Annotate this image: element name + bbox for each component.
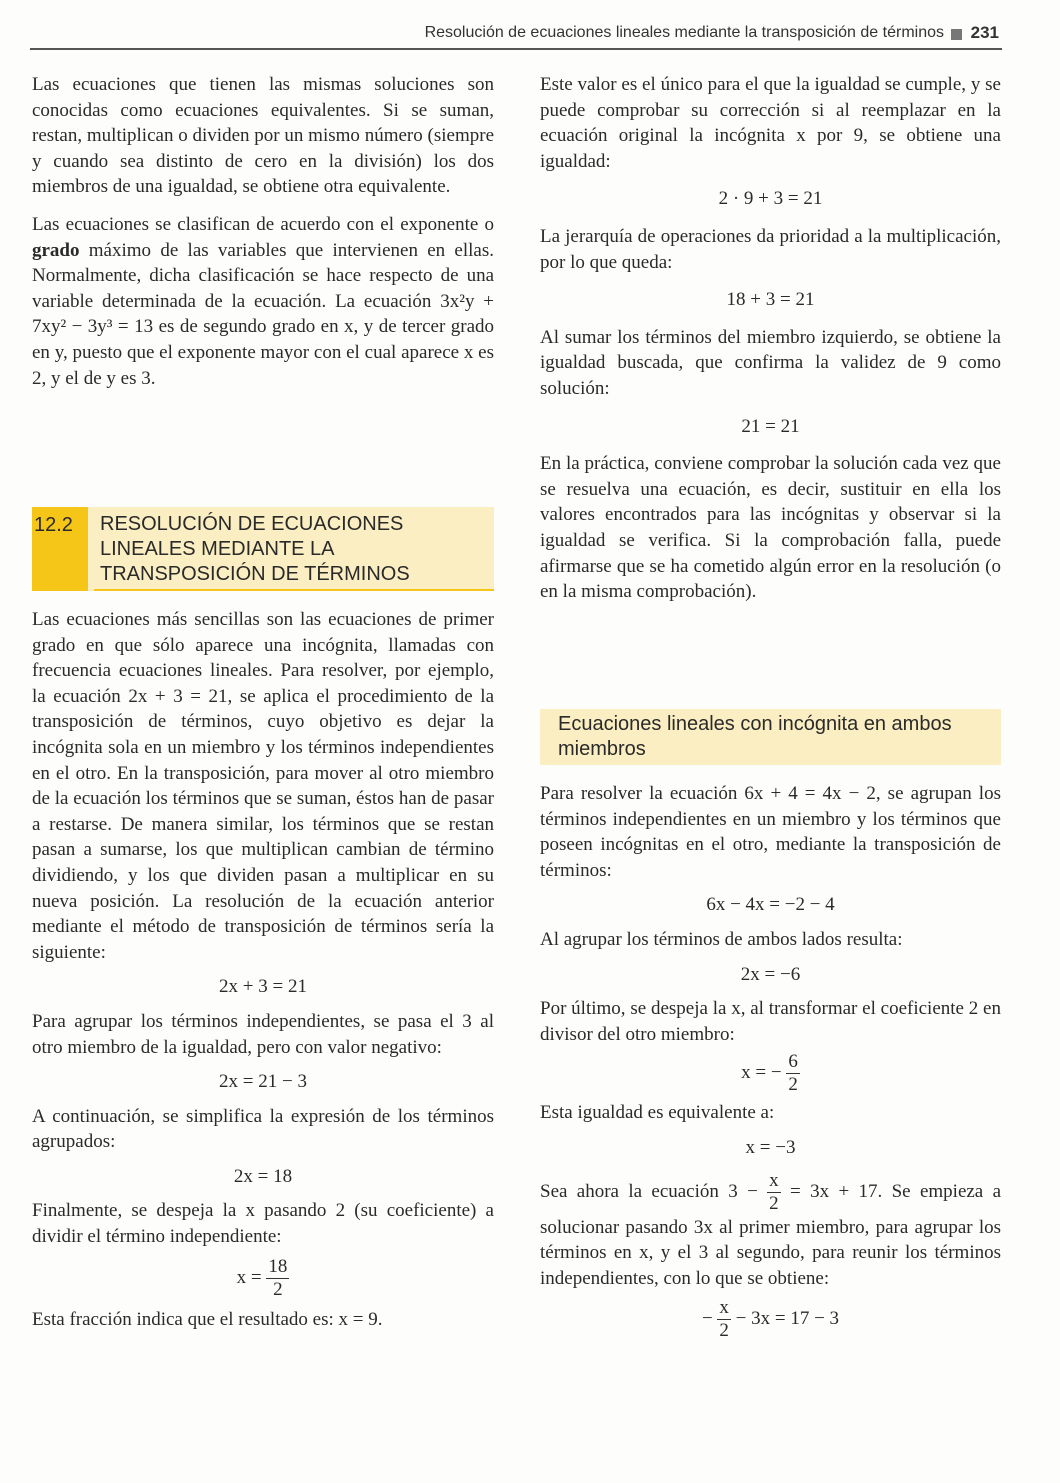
subsection-title: Ecuaciones lineales con incógnita en ambos miembros xyxy=(558,713,952,760)
left-column-top xyxy=(32,72,494,391)
paragraph: Al agrupar los términos de ambos lados resulta: xyxy=(540,928,903,950)
section-heading xyxy=(32,507,494,591)
paragraph: Sea ahora la ecuación 3 − $\frac{x}{2}$ = 3x + 17. Se empieza a solucionar pasando 3x al primer miembro, para agrupar los términos en x, y el 3 al segundo, para reunir los términos independientes, con lo que se obtiene: xyxy=(540,1169,1002,1289)
section-number: 12.2 xyxy=(32,507,88,591)
equation: 2x = 21 − 3 xyxy=(219,1071,307,1093)
fraction: $\frac{18}{2}$ xyxy=(268,1255,288,1300)
equation: 21 = 21 xyxy=(741,415,800,437)
inline-equation: 3x²y + 7xy² − 3y³ = 13 xyxy=(32,290,494,338)
paragraph: Para resolver la ecuación 6x + 4 = 4x − 2, se agrupan los términos independientes en un miembro y los términos que poseen incógnitas en el otro, mediante la transposición de términos: xyxy=(540,783,1001,881)
paragraph: Esta fracción indica que el resultado es: x = 9. xyxy=(32,1308,383,1330)
fraction-equation: − $\frac{x}{2}$ − 3x = 17 − 3 xyxy=(701,1297,840,1342)
paragraph: La jerarquía de operaciones da prioridad a la multiplicación, por lo que queda: xyxy=(540,225,1001,273)
bold-term: grado xyxy=(32,239,80,261)
paragraph: Por último, se despeja la x, al transformar el coeficiente 2 en divisor del otro miembro: xyxy=(540,998,1001,1045)
fraction-equation: x = $\frac{18}{2}$ xyxy=(236,1255,288,1300)
fraction: $\frac{x}{2}$ xyxy=(719,1297,729,1342)
paragraph: Este valor es el único para el que la igualdad se cumple, y se puede comprobar su corrección si al reemplazar en la ecuación original la incógnita x por 9, se obtiene una igualdad: xyxy=(540,74,1001,172)
running-header xyxy=(30,22,1002,50)
paragraph: Las ecuaciones se clasifican de acuerdo con el exponente o grado máximo de las variables que intervienen en ellas. Normalmente, dicha clasificación se hace respecto de una variable determinada de la ecuación. La ecuación 3x²y + 7xy² − 3y³ = 13 es de segundo grado en x, y de tercer grado en y, puesto que el exponente mayor con el cual aparece x es 2, y el de y es 3. xyxy=(32,213,495,389)
running-header-title: Resolución de ecuaciones lineales mediante la transposición de términos xyxy=(424,24,944,41)
paragraph: Esta igualdad es equivalente a: xyxy=(540,1102,775,1124)
paragraph: Finalmente, se despeja la x pasando 2 (su coeficiente) a dividir el término independiente: xyxy=(32,1200,494,1248)
fraction: $\frac{x}{2}$ xyxy=(769,1169,779,1214)
paragraph: A continuación, se simplifica la expresión de los términos agrupados: xyxy=(32,1105,494,1153)
paragraph: Las ecuaciones más sencillas son las ecuaciones de primer grado en que sólo aparece una incógnita, llamadas con frecuencia ecuaciones lineales. Para resolver, por ejemplo, la ecuación 2x + 3 = 21, se aplica el procedimiento de la transposición de términos, cuyo objetivo es dejar la incógnita sola en un miembro y los términos independientes en el otro. En la transposición, para mover al otro miembro de la ecuación los términos que se suman, éstos han de pasar a restarse. De manera similar, los términos que se restan pasan a sumarse, los que multiplican cambian de término dividiendo, y los que dividen pasan a multiplicar en su nueva posición. La resolución de la ecuación anterior mediante el método de transposición de términos sería la siguiente: xyxy=(32,609,494,963)
equation: 2 · 9 + 3 = 21 xyxy=(718,188,823,210)
equation: x = −3 xyxy=(745,1136,796,1158)
paragraph: Al sumar los términos del miembro izquierdo, se obtiene la igualdad buscada, que confirma la validez de 9 como solución: xyxy=(540,326,1001,399)
equation: 2x = 18 xyxy=(233,1165,293,1187)
paragraph: Para agrupar los términos independientes, se pasa el 3 al otro miembro de la igualdad, pero con valor negativo: xyxy=(32,1010,494,1058)
fraction: $\frac{6}{2}$ xyxy=(788,1051,798,1096)
equation: 6x − 4x = −2 − 4 xyxy=(706,894,835,916)
equation: 18 + 3 = 21 xyxy=(726,289,815,311)
section-title: RESOLUCIÓN DE ECUACIONES LINEALES MEDIANTE LA TRANSPOSICIÓN DE TÉRMINOS xyxy=(100,513,410,585)
fraction-equation: x = − $\frac{6}{2}$ xyxy=(741,1051,798,1096)
paragraph: En la práctica, conviene comprobar la solución cada vez que se resuelva una ecuación, es decir, sustituir en ella los valores encontrados para las incógnitas y observar si la igualdad se verifica. Si la comprobación falla, puede afirmarse que se ha cometido algún error en la resolución (o en la misma comprobación). xyxy=(540,453,1001,603)
equation: 2x = −6 xyxy=(740,963,801,985)
left-column-bottom xyxy=(32,607,494,1332)
page-number: 231 xyxy=(970,23,999,42)
section-underline xyxy=(94,589,494,591)
header-square-icon xyxy=(951,29,962,40)
equation: 2x + 3 = 21 xyxy=(219,976,307,998)
subsection-heading xyxy=(540,709,1001,765)
paragraph: Las ecuaciones que tienen las mismas soluciones son conocidas como ecuaciones equivalentes. Si se suman, restan, multiplican o dividen por un mismo número (siempre y cuando sea distinto de cero en la división) los dos miembros de una igualdad, se obtiene otra equivalente. xyxy=(32,74,494,198)
right-column-top xyxy=(540,72,1001,605)
right-column-bottom xyxy=(540,781,1001,1348)
